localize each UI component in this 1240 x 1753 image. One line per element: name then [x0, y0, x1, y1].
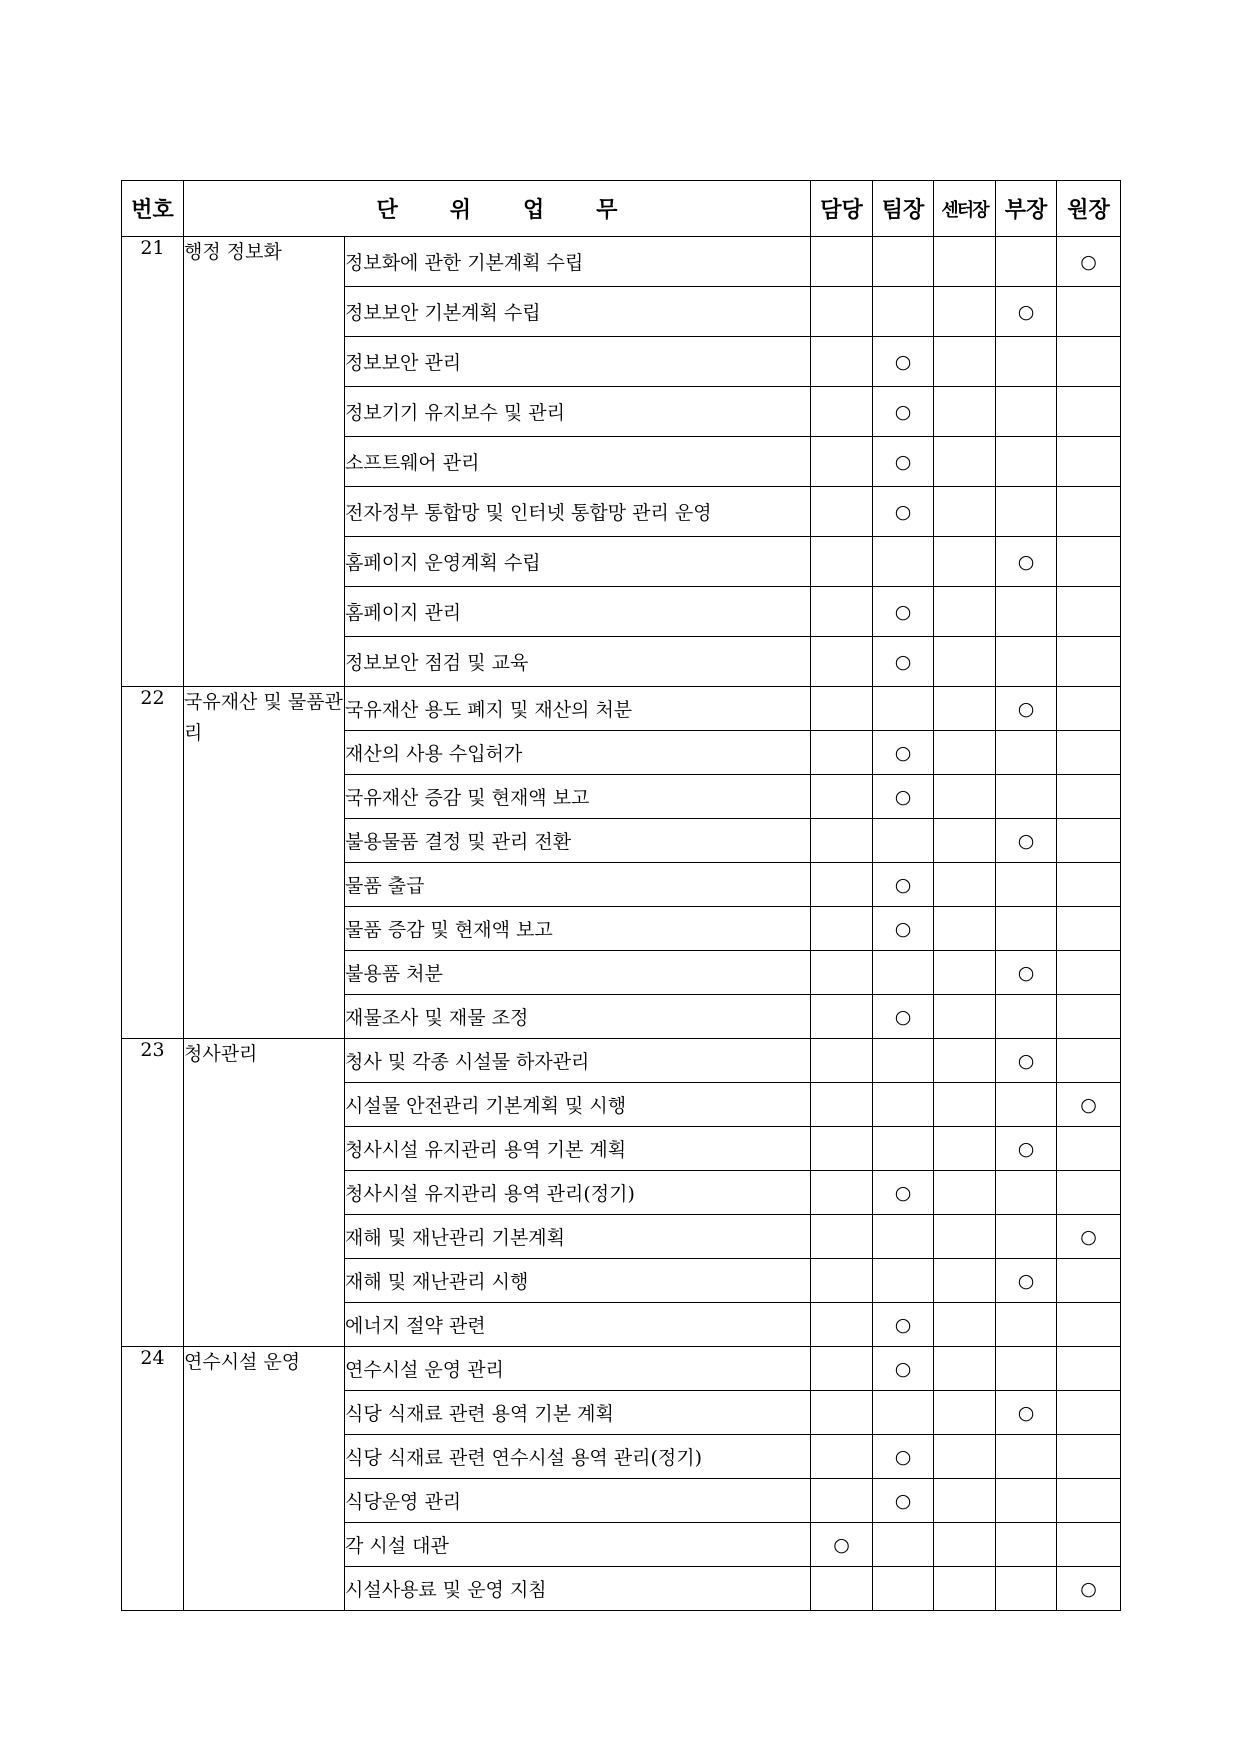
approval-cell: [934, 1083, 996, 1127]
group-category: 국유재산 및 물품관리: [184, 687, 345, 1039]
approval-cell: [1057, 1171, 1121, 1215]
approval-cell: [873, 1215, 934, 1259]
task-name: 정보보안 점검 및 교육: [345, 637, 811, 687]
task-name: 물품 증감 및 현재액 보고: [345, 907, 811, 951]
approval-cell: [996, 731, 1057, 775]
approval-cell: [1057, 1039, 1121, 1083]
approval-cell: [934, 1567, 996, 1611]
approval-cell: [811, 907, 873, 951]
approval-mark: ○: [873, 587, 934, 637]
approval-cell: [1057, 587, 1121, 637]
task-name: 식당운영 관리: [345, 1479, 811, 1523]
approval-cell: [934, 487, 996, 537]
approval-cell: [996, 437, 1057, 487]
approval-cell: [934, 237, 996, 287]
approval-cell: [811, 1347, 873, 1391]
task-name: 홈페이지 운영계획 수립: [345, 537, 811, 587]
approval-cell: [934, 1479, 996, 1523]
approval-cell: [811, 995, 873, 1039]
approval-cell: [1057, 863, 1121, 907]
approval-mark: ○: [996, 1391, 1057, 1435]
approval-mark: ○: [996, 1039, 1057, 1083]
approval-mark: ○: [996, 287, 1057, 337]
group-number: 22: [122, 687, 184, 1039]
approval-cell: [934, 951, 996, 995]
task-name: 정보보안 기본계획 수립: [345, 287, 811, 337]
approval-cell: [996, 637, 1057, 687]
approval-cell: [873, 951, 934, 995]
approval-cell: [873, 1039, 934, 1083]
approval-cell: [934, 863, 996, 907]
task-name: 전자정부 통합망 및 인터넷 통합망 관리 운영: [345, 487, 811, 537]
approval-cell: [934, 995, 996, 1039]
approval-cell: [1057, 819, 1121, 863]
approval-mark: ○: [996, 1127, 1057, 1171]
task-name: 정보기기 유지보수 및 관리: [345, 387, 811, 437]
approval-cell: [996, 995, 1057, 1039]
task-name: 연수시설 운영 관리: [345, 1347, 811, 1391]
task-assignment-table: [121, 180, 1121, 1611]
approval-cell: [1057, 1259, 1121, 1303]
header-no: 번호: [122, 181, 184, 237]
approval-mark: ○: [1057, 1567, 1121, 1611]
header-row: [122, 181, 1121, 237]
approval-cell: [934, 1347, 996, 1391]
approval-mark: ○: [873, 907, 934, 951]
approval-cell: [996, 1435, 1057, 1479]
approval-cell: [996, 1347, 1057, 1391]
approval-cell: [996, 1171, 1057, 1215]
approval-cell: [934, 1259, 996, 1303]
approval-mark: ○: [873, 637, 934, 687]
approval-cell: [934, 1171, 996, 1215]
approval-mark: ○: [873, 1435, 934, 1479]
approval-cell: [811, 1391, 873, 1435]
approval-cell: [934, 537, 996, 587]
approval-cell: [996, 387, 1057, 437]
approval-cell: [811, 863, 873, 907]
task-name: 청사 및 각종 시설물 하자관리: [345, 1039, 811, 1083]
approval-cell: [1057, 731, 1121, 775]
approval-cell: [811, 1039, 873, 1083]
task-name: 에너지 절약 관련: [345, 1303, 811, 1347]
approval-mark: ○: [996, 687, 1057, 731]
approval-cell: [1057, 995, 1121, 1039]
approval-cell: [811, 1259, 873, 1303]
task-name: 시설물 안전관리 기본계획 및 시행: [345, 1083, 811, 1127]
task-name: 재물조사 및 재물 조정: [345, 995, 811, 1039]
approval-cell: [1057, 1479, 1121, 1523]
approval-cell: [1057, 287, 1121, 337]
task-name: 정보화에 관한 기본계획 수립: [345, 237, 811, 287]
task-name: 재산의 사용 수입허가: [345, 731, 811, 775]
group-category: 행정 정보화: [184, 237, 345, 687]
task-name: 재해 및 재난관리 시행: [345, 1259, 811, 1303]
header-col-bujang: 부장: [996, 181, 1057, 237]
table-body: [122, 237, 1121, 1611]
approval-mark: ○: [873, 775, 934, 819]
approval-cell: [934, 1039, 996, 1083]
group-number: 21: [122, 237, 184, 687]
task-name: 불용물품 결정 및 관리 전환: [345, 819, 811, 863]
approval-cell: [811, 487, 873, 537]
task-name: 국유재산 증감 및 현재액 보고: [345, 775, 811, 819]
approval-cell: [934, 637, 996, 687]
group-number: 23: [122, 1039, 184, 1347]
approval-mark: ○: [873, 337, 934, 387]
approval-cell: [934, 587, 996, 637]
approval-mark: ○: [996, 1259, 1057, 1303]
approval-mark: ○: [873, 1303, 934, 1347]
approval-cell: [996, 863, 1057, 907]
approval-cell: [934, 1303, 996, 1347]
task-name: 청사시설 유지관리 용역 관리(정기): [345, 1171, 811, 1215]
task-name: 물품 출급: [345, 863, 811, 907]
approval-cell: [996, 1083, 1057, 1127]
approval-cell: [1057, 637, 1121, 687]
approval-mark: ○: [873, 731, 934, 775]
approval-mark: ○: [996, 819, 1057, 863]
approval-cell: [934, 1127, 996, 1171]
task-name: 재해 및 재난관리 기본계획: [345, 1215, 811, 1259]
approval-cell: [1057, 537, 1121, 587]
task-name: 식당 식재료 관련 연수시설 용역 관리(정기): [345, 1435, 811, 1479]
approval-cell: [934, 1523, 996, 1567]
approval-cell: [873, 1523, 934, 1567]
approval-cell: [934, 687, 996, 731]
group-category: 청사관리: [184, 1039, 345, 1347]
approval-cell: [996, 237, 1057, 287]
approval-cell: [811, 1303, 873, 1347]
approval-cell: [996, 1523, 1057, 1567]
approval-cell: [996, 1479, 1057, 1523]
approval-cell: [934, 287, 996, 337]
approval-cell: [934, 1215, 996, 1259]
header-col-wonjang: 원장: [1057, 181, 1121, 237]
approval-cell: [811, 437, 873, 487]
approval-cell: [934, 337, 996, 387]
group-category: 연수시설 운영: [184, 1347, 345, 1611]
approval-cell: [996, 1303, 1057, 1347]
task-name: 식당 식재료 관련 용역 기본 계획: [345, 1391, 811, 1435]
group-number: 24: [122, 1347, 184, 1611]
approval-cell: [811, 731, 873, 775]
approval-cell: [873, 687, 934, 731]
approval-mark: ○: [873, 995, 934, 1039]
approval-cell: [1057, 1435, 1121, 1479]
approval-cell: [811, 337, 873, 387]
task-name: 불용품 처분: [345, 951, 811, 995]
task-name: 정보보안 관리: [345, 337, 811, 387]
approval-cell: [811, 1127, 873, 1171]
approval-cell: [1057, 387, 1121, 437]
header-col-damdang: 담당: [811, 181, 873, 237]
table-row: [122, 1039, 1121, 1083]
approval-cell: [811, 951, 873, 995]
approval-cell: [873, 1083, 934, 1127]
approval-cell: [811, 1171, 873, 1215]
task-name: 소프트웨어 관리: [345, 437, 811, 487]
approval-mark: ○: [873, 1479, 934, 1523]
approval-cell: [1057, 337, 1121, 387]
header-task: 단위업무: [184, 181, 811, 237]
approval-cell: [811, 587, 873, 637]
approval-cell: [811, 1567, 873, 1611]
approval-mark: ○: [873, 1171, 934, 1215]
approval-cell: [1057, 951, 1121, 995]
table-row: [122, 1347, 1121, 1391]
task-name: 홈페이지 관리: [345, 587, 811, 637]
header-col-teamjang: 팀장: [873, 181, 934, 237]
approval-cell: [873, 819, 934, 863]
approval-cell: [1057, 1127, 1121, 1171]
approval-mark: ○: [1057, 237, 1121, 287]
approval-mark: ○: [996, 951, 1057, 995]
approval-cell: [811, 775, 873, 819]
approval-mark: ○: [811, 1523, 873, 1567]
approval-cell: [873, 537, 934, 587]
approval-cell: [811, 819, 873, 863]
approval-cell: [811, 537, 873, 587]
approval-mark: ○: [873, 863, 934, 907]
approval-cell: [934, 819, 996, 863]
approval-cell: [1057, 1347, 1121, 1391]
approval-cell: [811, 1215, 873, 1259]
approval-cell: [811, 687, 873, 731]
approval-cell: [873, 237, 934, 287]
approval-cell: [811, 237, 873, 287]
approval-cell: [873, 1127, 934, 1171]
approval-cell: [811, 1479, 873, 1523]
approval-cell: [996, 337, 1057, 387]
approval-cell: [1057, 775, 1121, 819]
table-row: [122, 687, 1121, 731]
approval-cell: [996, 775, 1057, 819]
approval-cell: [811, 387, 873, 437]
table-row: [122, 237, 1121, 287]
approval-cell: [996, 1215, 1057, 1259]
approval-mark: ○: [996, 537, 1057, 587]
approval-cell: [873, 1391, 934, 1435]
approval-mark: ○: [873, 1347, 934, 1391]
approval-cell: [934, 387, 996, 437]
approval-cell: [811, 637, 873, 687]
approval-cell: [996, 487, 1057, 537]
approval-cell: [996, 907, 1057, 951]
approval-cell: [811, 1435, 873, 1479]
approval-cell: [873, 1259, 934, 1303]
approval-cell: [1057, 1523, 1121, 1567]
approval-cell: [934, 1391, 996, 1435]
header-col-centerjang: 센터장: [934, 181, 996, 237]
approval-cell: [996, 1567, 1057, 1611]
approval-mark: ○: [873, 437, 934, 487]
approval-cell: [934, 1435, 996, 1479]
approval-cell: [934, 775, 996, 819]
approval-cell: [934, 907, 996, 951]
approval-cell: [934, 731, 996, 775]
approval-cell: [1057, 487, 1121, 537]
approval-cell: [996, 587, 1057, 637]
approval-cell: [811, 287, 873, 337]
task-name: 청사시설 유지관리 용역 기본 계획: [345, 1127, 811, 1171]
approval-cell: [1057, 1303, 1121, 1347]
approval-cell: [934, 437, 996, 487]
task-name: 국유재산 용도 폐지 및 재산의 처분: [345, 687, 811, 731]
approval-cell: [1057, 687, 1121, 731]
approval-mark: ○: [873, 387, 934, 437]
approval-cell: [1057, 1391, 1121, 1435]
approval-cell: [1057, 437, 1121, 487]
approval-cell: [1057, 907, 1121, 951]
approval-cell: [873, 1567, 934, 1611]
task-name: 각 시설 대관: [345, 1523, 811, 1567]
approval-mark: ○: [1057, 1215, 1121, 1259]
approval-mark: ○: [1057, 1083, 1121, 1127]
approval-cell: [811, 1083, 873, 1127]
approval-mark: ○: [873, 487, 934, 537]
task-name: 시설사용료 및 운영 지침: [345, 1567, 811, 1611]
approval-cell: [873, 287, 934, 337]
